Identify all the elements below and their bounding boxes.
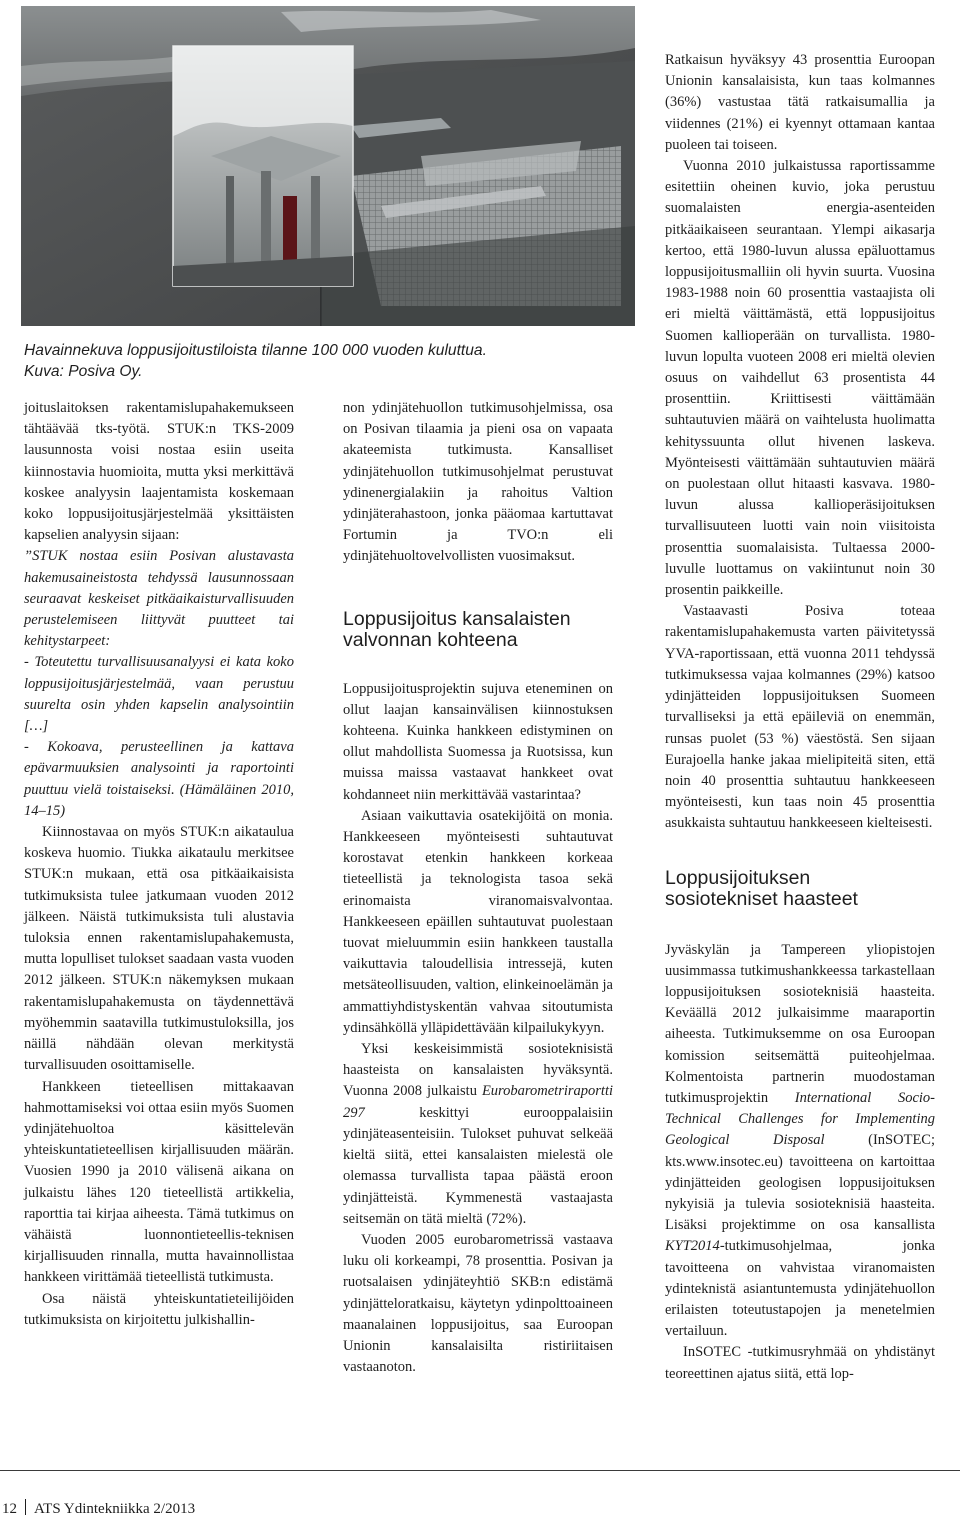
repository-illustration: [21, 6, 635, 326]
caption-line-1: Havainnekuva loppusijoitustiloista tilanne 100 000 vuoden kuluttua.: [24, 342, 487, 359]
heading-line: Loppusijoitus kansalaisten: [343, 607, 571, 630]
paragraph: joituslaitoksen rakentamislupahakemukseen tähtäävää tks-työtä. STUK:n TKS-2009 lausunnosta voisi nostaa esiin useita kiinnostavia huomioita, mutta yksi merkittävä koskee analyysin laajentamista koskemaan koko loppusijoitusjärjestelmää yksittäisten kapselien analyysin sijaan:: [24, 400, 294, 544]
publication-name: ATS Ydintekniikka 2/2013: [34, 1501, 196, 1517]
article-column-2: [343, 398, 613, 1378]
block-quote: ”STUK nostaa esiin Posivan alustavasta hakemusaineistosta tehdyssä lausunnossaan seuraavat keskeiset pitkäaikaisturvallisuuden perustelemiseen liittyvät puutteet tai kehitystarpeet:: [24, 548, 294, 650]
block-quote: - Toteutettu turvallisuusanalyysi ei kata koko loppusijoitusjärjestelmää, vaan perustuu suurelta osin yhden kapselin analysointiin […]: [24, 654, 294, 735]
footer-rule: [0, 1470, 960, 1471]
article-column-1: [24, 398, 294, 1331]
figure-caption: [24, 340, 624, 382]
text-run: -tutkimusohjelmaa, jonka tavoitteena on vahvistaa viranomaisten ydinteknistä asiantuntemusta ydinjätehuollon erilaisten toteutustapojen ja menetelmien vertailuun.: [665, 1238, 935, 1340]
heading-line: valvonnan kohteena: [343, 628, 518, 651]
block-quote: - Kokoava, perusteellinen ja kattava epävarmuuksien analysointi ja raportointi puuttuu vielä toistaiseksi. (Hämäläinen 2010, 14–15): [24, 739, 294, 819]
footer-separator: [25, 1499, 26, 1515]
section-heading: [665, 868, 935, 910]
paragraph: non ydinjätehuollon tutkimusohjelmissa, osa on Posivan tilaamia ja pieni osa on vapaata akateemista tutkimusta. Kansalliset ydinjätehuollon tutkimusohjelmat perustuvat ydinenergialakiin ja rahoitus Valtion ydinjäterahastoon, jonka pääomaa kartuttavat Fortumin ja TVO:n eli ydinjätehuoltovelvollisten vuosimaksut.: [343, 400, 613, 565]
paragraph: Vastaavasti Posiva toteaa rakentamislupahakemusta varten päivitetyssä YVA-raportissaan, että vuonna 2011 tehdyssä tutkimuksessa vajaa kolmannes (29%) katsoo ydinjätteiden loppusijoituksen Suomeen turvalliseksi ja että epäileviä on enemmän, runsas puolet (53 %) väestöstä. Sen sijaan Eurajoella hanke jakaa mielipiteitä siten, että noin 40 prosenttia suhtautuu hankkeeseen myönteisesti, kun taas noin 45 prosenttia asukkaista suhtautuu hankkeeseen kielteisesti.: [665, 603, 935, 832]
article-column-3: [665, 50, 935, 1385]
footer-text: [2, 1499, 195, 1518]
paragraph: Kiinnostavaa on myös STUK:n aikataulua koskeva huomio. Tiukka aikataulu merkitsee STUK:n mukaan, että osa pitkäaikaisista tutkimuksista tulee jatkumaan vuoden 2012 jälkeen. Näistä tutkimuksista tuli alustavia tuloksia ennen rakentamislupahakemusta, mutta lopulliset tulokset saadaan vasta vuoden 2012 jälkeen. STUK:n näkemyksen mukaan rakentamislupahakemusta on täydennettävä myöhemmin saatavilla tutkimustuloksilla, jos näillä nähdään olevan merkitystä turvallisuuden osoittamiselle.: [24, 824, 294, 1074]
paragraph: Asiaan vaikuttavia osatekijöitä on monia. Hankkeeseen myönteisesti suhtautuvat korostavat etenkin hankkeen korkeaa tieteellistä ja teknologista tasoa sekä erinomaista viranomaisvalvontaa. Hankkeeseen epäillen suhtautuvat puolestaan tuovat mieluummin esiin hankkeen taustalla vaikuttavia taloudellisia intressejä, kuten metsäteollisuuden, valtion, elinkeinoelämän ja ammattiyhdistyskentän vahvaa sitoutumista ydinsähköllä ylläpidettävään kilpailukykyyn.: [343, 807, 613, 1036]
paragraph: [343, 1039, 613, 1230]
heading-line: Loppusijoituksen: [665, 866, 811, 889]
text-run: keskittyi eurooppalaisiin ydinjäteasenteisiin. Tulokset puhuvat selkeää kieltä siitä, ettei kansalaisten mielestä ole olemassa turvallista tapaa päästä eroon ydinjätteistä. Kymmenestä vastaajasta seitsemän on tätä mieltä (72%).: [343, 1104, 613, 1227]
text-run: Yksi keskeisimmistä sosioteknisistä haasteista on kansalaisten hyväksyntä. Vuonna 2008 julkaistu: [343, 1041, 613, 1100]
paragraph: Osa näistä yhteiskuntatieteilijöiden tutkimuksista on kirjoitettu julkishallin-: [24, 1290, 294, 1328]
italic-title: KYT2014: [665, 1238, 720, 1255]
paragraph: Vuonna 2010 julkaistussa raportissamme esitettiin oheinen kuvio, joka perustuu suomalaisten energia-asenteiden pitkäaikaiseen seurantaan. Ylempi aikasarja kertoo, että 1980-luvun alussa epäluottamus loppusijoitusmalliin oli hyvin suurta. Vuosina 1983-1988 noin 60 prosenttia vastaajista oli eri mieltä väittämästä, että loppusijoitus Suomen kallioperään on turvallista. 1980-luvun lopulta vuoteen 2008 eri mieltä olevien osuus on vaihdellut 63 prosentista 44 prosenttiin. Kriittisesti väittämään suhtautuvien määrä on vaihtelusta huolimatta kehityssuunta ollut hivenen laskeva. Myönteisesti väittämään suhtautuvien määrä on puolestaan ollut hitaasti kasvava. 1980-luvun alussa kallioperäsijoituksen turvallisuuteen luotti vain noin viisitoista prosenttia suomalaisista. Tultaessa 2000-luvulle luottamus on vakiintunut noin 30 prosentin paikkeille.: [665, 158, 935, 599]
paragraph: InSOTEC -tutkimusryhmää on yhdistänyt teoreettinen ajatus siitä, että lop-: [665, 1344, 935, 1382]
page-number: 12: [2, 1501, 17, 1517]
text-run: (InSOTEC; kts.www.insotec.eu) tavoitteena on kartoittaa ydinjätteiden geologisen loppusijoituksen nykyisiä ja tulevia sosioteknisiä haasteita. Lisäksi projektimme on osa kansallista: [665, 1132, 936, 1234]
page-footer: [0, 1470, 960, 1525]
paragraph: Loppusijoitusprojektin sujuva eteneminen on ollut laajan kansainvälisen kiinnostuksen kohteena. Kuinka hankkeen edistyminen on ollut mahdollista Suomessa ja Ruotsissa, kun muissa maissa vastaavat hankkeet ovat kohdanneet niin merkittävää vastarintaa?: [343, 680, 613, 803]
section-heading: [343, 609, 613, 651]
paragraph: Hankkeen tieteellisen mittakaavan hahmottamiseksi voi ottaa esiin myös Suomen ydinjätehuoltoa käsittelevän yhteiskuntatieteellisen kirjallisuuden määrän. Vuosien 1990 ja 2010 välisenä aikana on julkaistu lähes 120 tieteellistä artikkelia, raporttia tai kirjaa aiheesta. Tämä tutkimus on vähäistä luonnontieteellis-teknisen kirjallisuuden rinnalla, mutta havainnollistaa hankkeen virittämää tieteellistä tutkimusta.: [24, 1078, 294, 1286]
paragraph: Vuoden 2005 eurobarometrissä vastaava luku oli korkeampi, 78 prosenttia. Posivan ja ruotsalaisen ydinjäteyhtiö SKB:n edistämä ydinjätteloratkaisu, käytetyn ydinpolttoaineen maanalainen loppusijoitus, saa Euroopan Unionin kansalaisilta ristiriitaisen vastaanoton.: [343, 1231, 613, 1376]
text-run: Jyväskylän ja Tampereen yliopistojen uusimmassa tutkimushankkeessa tarkastellaan loppusijoituksen sosioteknisiä haasteita. Keväällä 2012 julkaisimme maaraportin aiheesta. Tutkimuksemme on osa Euroopan komission seitsemättä puiteohjelmaa. Kolmentoista partnerin muodostaman tutkimusprojektin: [665, 941, 935, 1106]
heading-line: sosiotekniset haasteet: [665, 887, 858, 910]
repository-cutaway-drawing: [21, 6, 635, 326]
italic-title: International Socio-Technical Challenges for Implementing Geological Disposal: [665, 1089, 935, 1149]
paragraph: [665, 940, 935, 1343]
caption-line-2: Kuva: Posiva Oy.: [24, 363, 143, 380]
italic-title: Eurobarometriraportti 297: [343, 1083, 613, 1121]
paragraph: Ratkaisun hyväksyy 43 prosenttia Euroopan Unionin kansalaisista, kun taas kolmannes (36%) vastustaa tätä ratkaisumallia ja viidennes (21%) ei kyennyt ottamaan kantaa puoleen tai toiseen.: [665, 52, 935, 153]
